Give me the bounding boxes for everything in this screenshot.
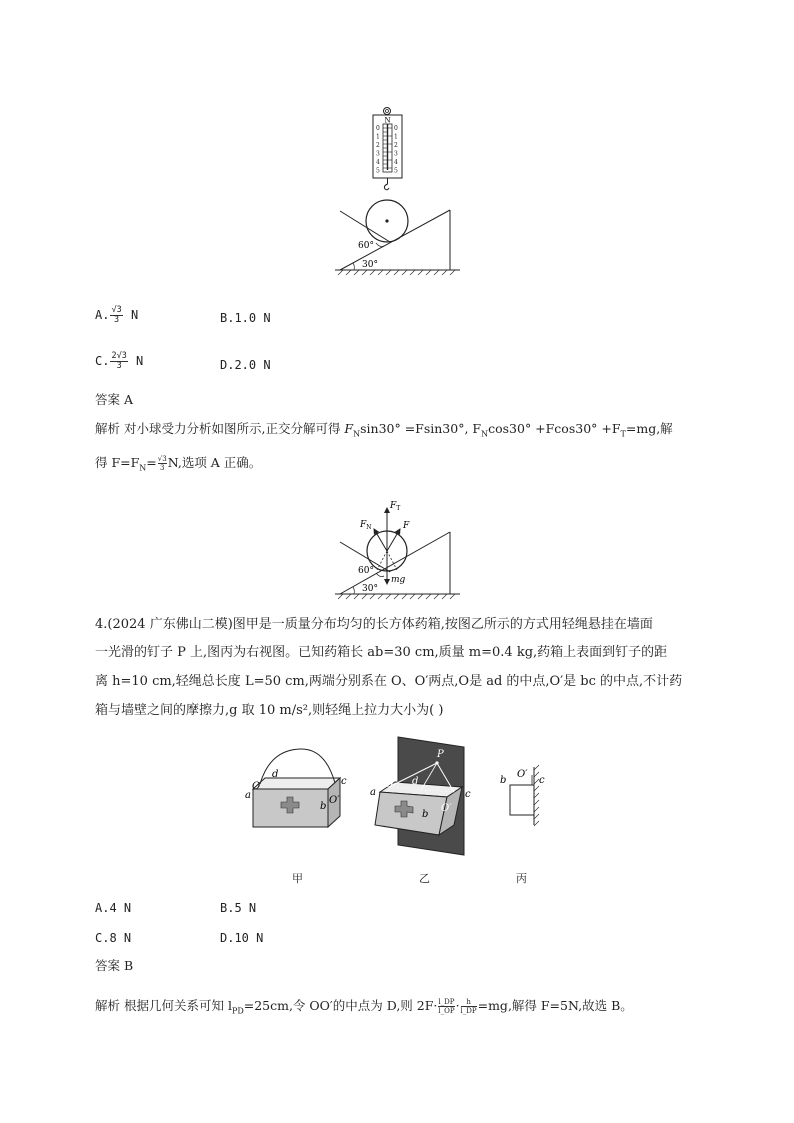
q4-analysis-fraction-2: [461, 998, 477, 1015]
angle-30-label-2: 30°: [362, 584, 378, 594]
q4-option-c[interactable]: C.8 N: [95, 931, 132, 945]
option-a-fraction: [110, 306, 122, 325]
scale-unit-label: N: [384, 116, 391, 125]
label-ft-sub: T: [396, 505, 401, 512]
scale-tick-right-3: 3: [394, 150, 398, 158]
label-fn-sub: N: [366, 524, 372, 531]
q4-analysis-end: =mg,解得 F=5N,故选 B。: [477, 998, 633, 1013]
q4-analysis-fraction-1: [438, 998, 454, 1015]
option-c-label: C.: [95, 354, 110, 368]
scale-tick-left-4: 4: [376, 159, 380, 166]
q4-analysis-mid: =25cm,令 OO′的中点为 D,则 2F·: [243, 998, 438, 1013]
analysis-text-2: sin30° =Fsin30°, F: [360, 421, 482, 436]
scale-tick-left-0: 0: [376, 125, 380, 132]
yi-label-b: b: [422, 809, 429, 820]
scale-tick-right-1: 1: [394, 133, 398, 141]
scale-tick-left-1: 1: [376, 133, 380, 141]
q4-frac1-num: l_DP: [438, 998, 455, 1006]
option-a[interactable]: [95, 306, 138, 325]
q4-frac1-den: l_OP: [438, 1007, 455, 1015]
option-c-unit: N: [136, 354, 144, 368]
svg-text:FN: [359, 520, 372, 531]
figure-medicine-box-views: [240, 735, 560, 860]
label-f: F: [403, 521, 410, 531]
q4-frac2-den: l_DP: [460, 1007, 477, 1015]
svg-text:FT: [389, 501, 400, 512]
label-ft: F: [390, 501, 397, 511]
option-c[interactable]: [95, 352, 143, 371]
angle-60-label-2: 60°: [358, 566, 374, 576]
analysis-text-4: =mg,解: [625, 421, 673, 436]
analysis2-num: √3: [157, 455, 167, 463]
view-jia: [245, 749, 347, 827]
label-fn: F: [360, 520, 367, 530]
option-c-denominator: 3: [116, 361, 122, 371]
view-bing: [500, 765, 545, 826]
analysis2-fraction: [158, 455, 167, 472]
scale-tick-right-5: 5: [394, 167, 398, 175]
jia-label-a: a: [245, 790, 251, 801]
q4-frac2-num: h: [461, 998, 477, 1007]
bing-label-c: c: [539, 775, 545, 786]
analysis-text: 解析 对小球受力分析如图所示,正交分解可得: [95, 421, 345, 436]
figure-spring-scale-ball: [330, 100, 470, 280]
q4-analysis-pre: 解析 根据几何关系可知 l: [95, 998, 232, 1013]
jia-label-o: O: [252, 781, 261, 792]
option-b[interactable]: B.1.0 N: [220, 311, 271, 325]
q3-answer: 答案 A: [95, 392, 134, 407]
yi-label-op: O′: [441, 803, 452, 814]
analysis2-text: 得 F=F: [95, 455, 140, 470]
scale-tick-right-4: 4: [394, 159, 398, 166]
scale-tick-left-3: 3: [376, 150, 380, 158]
analysis-symbol: F: [344, 421, 354, 436]
yi-label-p: P: [437, 749, 444, 760]
angle-60-label: 60°: [358, 241, 374, 251]
angle-30-label: 30°: [362, 260, 378, 270]
option-a-label: A.: [95, 308, 110, 322]
q4-analysis: [95, 998, 633, 1020]
jia-label-op: O′: [329, 795, 340, 806]
q4-option-d[interactable]: D.10 N: [220, 931, 264, 945]
yi-label-o: O: [385, 779, 394, 790]
scale-tick-left-5: 5: [376, 167, 380, 175]
yi-label-a: a: [370, 787, 376, 798]
analysis-text-3: cos30° +Fcos30° +F: [488, 421, 621, 436]
yi-label-c: c: [465, 789, 471, 800]
option-d[interactable]: D.2.0 N: [220, 358, 271, 372]
analysis2-end: N,选项 A 正确。: [167, 455, 262, 470]
yi-label-d: d: [412, 776, 419, 787]
q4-line-4: 箱与墙壁之间的摩擦力,g 取 10 m/s²,则轻绳上拉力大小为( ): [95, 703, 444, 718]
q4-line-2: 一光滑的钉子 P 上,图丙为右视图。已知药箱长 ab=30 cm,质量 m=0.4 kg,药箱上表面到钉子的距: [95, 645, 668, 660]
q4-analysis-dot: ·: [455, 998, 460, 1013]
caption-jia: 甲: [292, 872, 303, 885]
q3-analysis-line-1: 解析 对小球受力分析如图所示,正交分解可得 $F_N\sin 30^\circ =Fsin30^\circ$, $F_N\cos 30^\circ +Fcos30^\circ +F_T=mg$,解: [95, 421, 673, 439]
q4-answer: 答案 B: [95, 958, 134, 973]
analysis2-sub: N: [139, 463, 147, 473]
view-yi: [370, 737, 471, 855]
figure-force-diagram: [330, 494, 470, 604]
label-mg: mg: [391, 575, 406, 585]
option-a-numerator: √3: [111, 305, 122, 315]
scale-tick-left-2: 2: [376, 142, 380, 149]
q4-line-3: 离 h=10 cm,轻绳总长度 L=50 cm,两端分别系在 O、O′两点,O是 ad 的中点,O′是 bc 的中点,不计药: [95, 674, 683, 689]
q4-option-a[interactable]: A.4 N: [95, 901, 132, 915]
scale-tick-right-0: 0: [394, 125, 398, 132]
caption-yi: 乙: [419, 872, 430, 885]
jia-label-d: d: [272, 769, 279, 780]
jia-label-c: c: [341, 776, 347, 787]
jia-label-b: b: [320, 801, 327, 812]
caption-bing: 丙: [516, 872, 527, 885]
analysis2-den: 3: [160, 464, 165, 472]
q4-analysis-sub: PD: [231, 1006, 244, 1016]
q4-line-1: 4.(2024 广东佛山二模)图甲是一质量分布均匀的长方体药箱,按图乙所示的方式用轻绳悬挂在墙面: [95, 617, 653, 632]
bing-label-op: O′: [517, 769, 528, 780]
scale-tick-right-2: 2: [394, 142, 398, 149]
option-a-denominator: 3: [114, 315, 120, 325]
q4-option-b[interactable]: B.5 N: [220, 901, 257, 915]
option-a-unit: N: [130, 308, 139, 322]
analysis2-eq: =: [146, 455, 157, 470]
q3-analysis-line-2: [95, 455, 261, 477]
option-c-fraction: [110, 352, 127, 371]
option-c-numerator: 2√3: [111, 351, 127, 361]
bing-label-b: b: [500, 775, 507, 786]
